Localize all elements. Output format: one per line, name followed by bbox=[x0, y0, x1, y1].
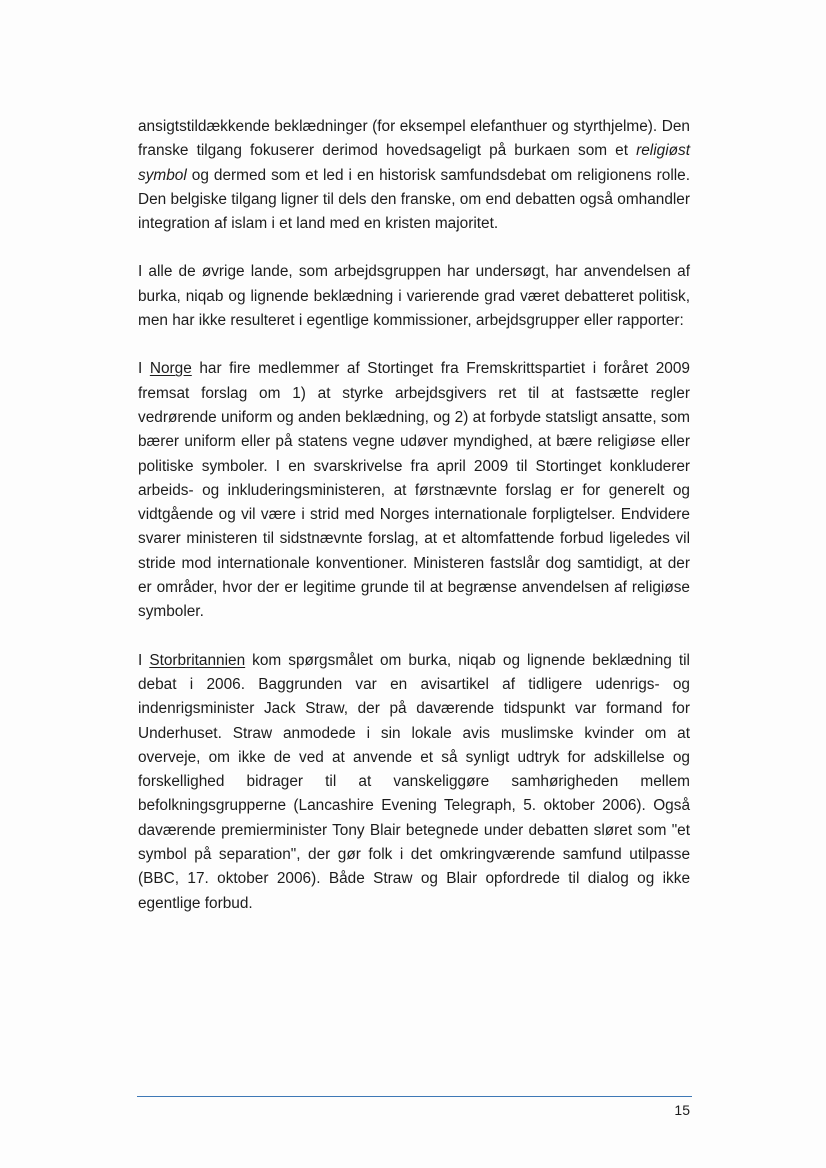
paragraph-1-text-a: ansigtstildækkende beklædninger (for eksempel elefanthuer og styrthjelme). Den franske tilgang fokuserer derimod hovedsageligt på burkaen som et bbox=[138, 118, 690, 160]
footer-divider bbox=[137, 1096, 692, 1097]
page-number: 15 bbox=[674, 1102, 690, 1118]
document-body bbox=[138, 115, 690, 916]
paragraph-3-text: har fire medlemmer af Stortinget fra Fremskrittspartiet i foråret 2009 fremsat forslag om 1) at styrke arbejdsgivers ret til at fastsætte regler vedrørende uniform og anden beklædning, og 2) at forbyde statsligt ansatte, som bærer uniform eller på statens vegne udøver myndighed, at bære religiøse eller politiske symboler. I en svarskrivelse fra april 2009 til Stortinget konkluderer arbeids- og inkluderingsministeren, at førstnævnte forslag er for generelt og vidtgående og vil være i strid med Norges internationale forpligtelser. Endvidere svarer ministeren til sidstnævnte forslag, at et altomfattende forbud ligeledes vil stride mod internationale konventioner. Ministeren fastslår dog samtidigt, at der er områder, hvor der er legitime grunde til at begrænse anvendelsen af religiøse symboler. bbox=[138, 360, 690, 621]
country-united-kingdom: Storbritannien bbox=[149, 651, 246, 669]
country-norway: Norge bbox=[149, 360, 192, 378]
paragraph-4-text: kom spørgsmålet om burka, niqab og lignende beklædning til debat i 2006. Baggrunden var en avisartikel af tidligere udenrigs- og indenrigsminister Jack Straw, der på daværende tidspunkt var formand for Underhuset. Straw anmodede i sin lokale avis muslimske kvinder om at overveje, om ikke de ved at anvende et så synligt udtryk for adskillelse og forskellighed bidrager til at vanskeliggøre samhørigheden mellem befolkningsgrupperne (Lancashire Evening Telegraph, 5. oktober 2006). Også daværende premierminister Tony Blair betegnede under debatten sløret som "et symbol på separation", der gør folk i det omkringværende samfund utilpasse (BBC, 17. oktober 2006). Både Straw og Blair opfordrede til dialog og ikke egentlige forbud. bbox=[138, 651, 690, 912]
paragraph-1-text-b: og dermed som et led i en historisk samfundsdebat om religionens rolle. Den belgiske tilgang ligner til dels den franske, om end debatten også omhandler integration af islam i et land med en kristen majoritet. bbox=[138, 166, 690, 233]
italic-phrase: religiøst symbol bbox=[138, 142, 690, 184]
paragraph-4-prefix: I bbox=[138, 651, 150, 669]
paragraph-french-belgian-approach bbox=[138, 115, 690, 236]
paragraph-3-prefix: I bbox=[138, 360, 150, 378]
paragraph-norway bbox=[138, 357, 690, 624]
paragraph-other-countries: I alle de øvrige lande, som arbejdsgruppen har undersøgt, har anvendelsen af burka, niqab og lignende beklædning i varierende grad været debatteret politisk, men har ikke resulteret i egentlige kommissioner, arbejdsgrupper eller rapporter: bbox=[138, 263, 690, 330]
paragraph-united-kingdom bbox=[138, 649, 690, 916]
